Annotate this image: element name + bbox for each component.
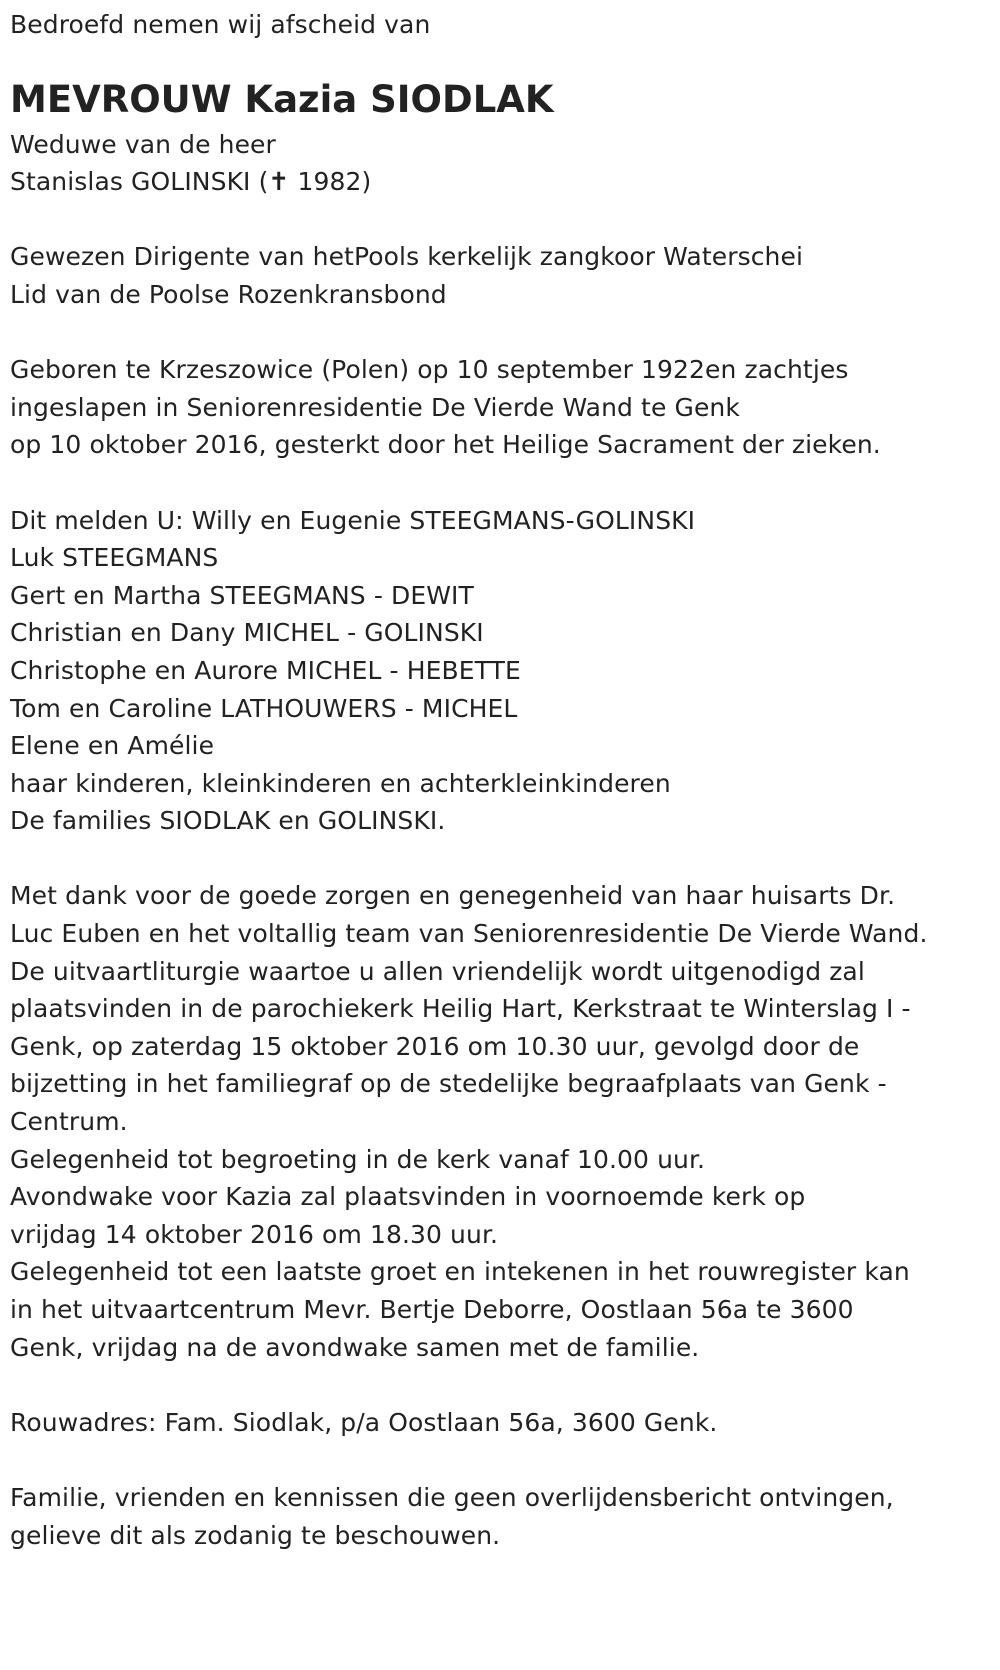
birth-line: ingeslapen in Seniorenresidentie De Vierde Wand te Genk <box>10 392 740 422</box>
thanks-line: in het uitvaartcentrum Mevr. Bertje Deborre, Oostlaan 56a te 3600 <box>10 1295 854 1324</box>
thanks-line: Avondwake voor Kazia zal plaatsvinden in voornoemde kerk op <box>10 1182 806 1212</box>
thanks-line: Centrum. <box>10 1107 128 1137</box>
thanks-line: De uitvaartliturgie waartoe u allen vriendelijk wordt uitgenodigd zal <box>10 956 865 986</box>
family-line: Christophe en Aurore MICHEL - HEBETTE <box>10 655 521 685</box>
family-line: Gert en Martha STEEGMANS - DEWIT <box>10 580 474 610</box>
thanks-line: Met dank voor de goede zorgen en genegenheid van haar huisarts Dr. <box>10 881 896 911</box>
spacer <box>10 464 995 502</box>
obituary-notice <box>10 6 995 1554</box>
role-line: Lid van de Poolse Rozenkransbond <box>10 279 447 309</box>
closing-line: gelieve dit als zodanig te beschouwen. <box>10 1520 501 1550</box>
family-line: Luk STEEGMANS <box>10 543 219 573</box>
spacer <box>10 1441 995 1479</box>
family-line: haar kinderen, kleinkinderen en achterkleinkinderen <box>10 768 671 798</box>
role-line: Gewezen Dirigente van hetPools kerkelijk zangkoor Waterschei <box>10 242 804 272</box>
birth-line: op 10 oktober 2016, gesterkt door het Heilige Sacrament der zieken. <box>10 430 881 460</box>
spacer <box>10 1366 995 1404</box>
family-line: Elene en Amélie <box>10 731 215 761</box>
family-line: Dit melden U: Willy en Eugenie STEEGMANS-GOLINSKI <box>10 505 696 535</box>
thanks-line: Luc Euben en het voltallig team van Seniorenresidentie De Vierde Wand. <box>10 919 928 949</box>
spouse-line: Stanislas GOLINSKI (✝ 1982) <box>10 167 372 197</box>
family-line: Tom en Caroline LATHOUWERS - MICHEL <box>10 693 518 723</box>
thanks-line: Genk, op zaterdag 15 oktober 2016 om 10.30 uur, gevolgd door de <box>10 1031 860 1061</box>
family-line: Christian en Dany MICHEL - GOLINSKI <box>10 618 484 648</box>
spacer <box>10 201 995 239</box>
thanks-line: Gelegenheid tot een laatste groet en intekenen in het rouwregister kan <box>10 1257 910 1287</box>
thanks-line: Gelegenheid tot begroeting in de kerk vanaf 10.00 uur. <box>10 1144 706 1174</box>
spacer <box>10 314 995 352</box>
intro-text: Bedroefd nemen wij afscheid van <box>10 10 431 39</box>
widow-line: Weduwe van de heer <box>10 129 276 159</box>
birth-line: Geboren te Krzeszowice (Polen) op 10 september 1922en zachtjes <box>10 355 849 385</box>
closing-line: Familie, vrienden en kennissen die geen overlijdensbericht ontvingen, <box>10 1482 894 1512</box>
deceased-name: MEVROUW Kazia SIODLAK <box>10 77 554 121</box>
family-line: De families SIODLAK en GOLINSKI. <box>10 806 446 836</box>
thanks-line: Genk, vrijdag na de avondwake samen met de familie. <box>10 1332 700 1362</box>
thanks-line: plaatsvinden in de parochiekerk Heilig Hart, Kerkstraat te Winterslag I - <box>10 994 911 1024</box>
thanks-line: vrijdag 14 oktober 2016 om 18.30 uur. <box>10 1219 499 1249</box>
spacer <box>10 840 995 878</box>
thanks-line: bijzetting in het familiegraf op de stedelijke begraafplaats van Genk - <box>10 1069 887 1099</box>
mourning-address: Rouwadres: Fam. Siodlak, p/a Oostlaan 56a, 3600 Genk. <box>10 1407 718 1437</box>
